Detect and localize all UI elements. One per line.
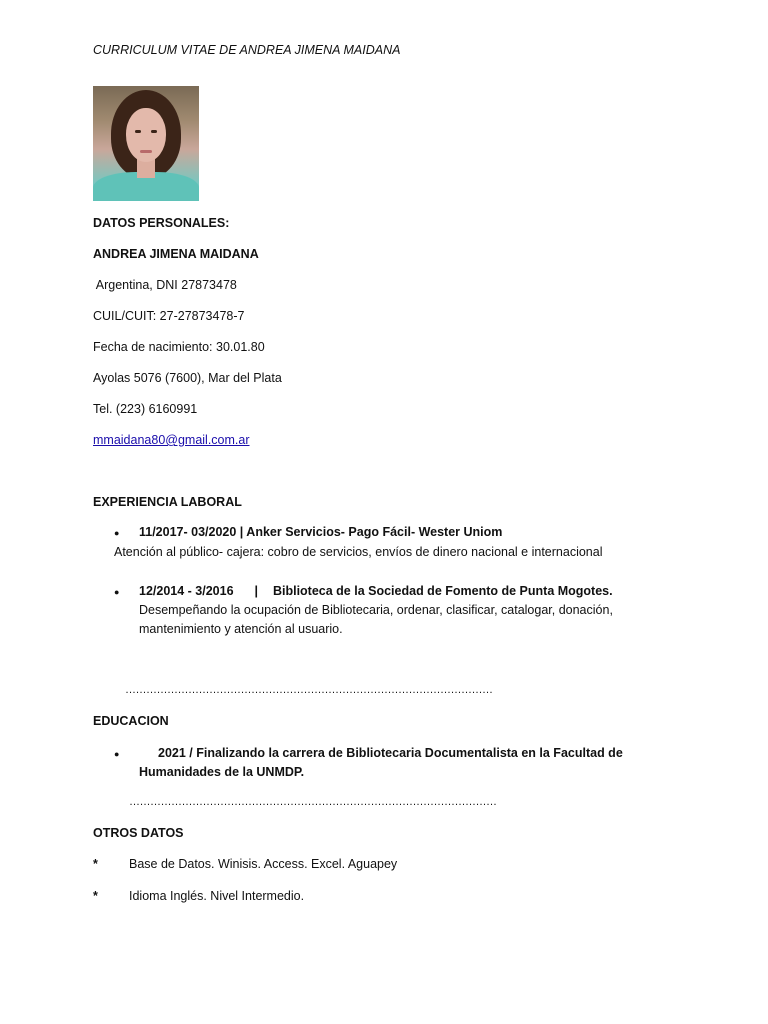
cuil-cuit: CUIL/CUIT: 27-27873478-7: [93, 309, 245, 323]
document-title: CURRICULUM VITAE DE ANDREA JIMENA MAIDANA: [93, 43, 401, 57]
education-text-1: Finalizando la carrera de Bibliotecaria Documentalista en la Facultad de: [196, 746, 623, 760]
email-link[interactable]: mmaidana80@gmail.com.ar: [93, 433, 250, 447]
experience-item-2-period: 12/2014 - 3/2016: [139, 584, 234, 598]
profile-photo: [93, 86, 199, 201]
experience-item-1-desc: Atención al público- cajera: cobro de servicios, envíos de dinero nacional e internacional: [114, 545, 603, 559]
asterisk-marker: *: [93, 857, 98, 871]
experience-item-2-desc-2: mantenimiento y atención al usuario.: [139, 622, 343, 636]
birth-date: Fecha de nacimiento: 30.01.80: [93, 340, 265, 354]
experience-item-1-head: 11/2017- 03/2020 | Anker Servicios- Pago Fácil- Wester Uniom: [139, 525, 503, 539]
education-item-1-line-1: [158, 744, 623, 763]
other-item-language: Idioma Inglés. Nivel Intermedio.: [129, 889, 305, 903]
phone: Tel. (223) 6160991: [93, 402, 198, 416]
section-separator: ……………………………………………………………………………………………: [125, 684, 493, 696]
experience-item-2-place: Biblioteca de la Sociedad de Fomento de Punta Mogotes.: [272, 584, 613, 598]
address: Ayolas 5076 (7600), Mar del Plata: [93, 371, 282, 385]
nationality-dni: Argentina, DNI 27873478: [93, 278, 237, 292]
education-item-1-line-2: Humanidades de la UNMDP.: [139, 765, 305, 779]
education-year: 2021 /: [158, 746, 193, 760]
other-item-databases: Base de Datos. Winisis. Access. Excel. Aguapey: [129, 857, 398, 871]
experience-item-2-desc-1: Desempeñando la ocupación de Bibliotecaria, ordenar, clasificar, catalogar, donación,: [139, 603, 613, 617]
experience-item-2-separator: |: [254, 584, 258, 598]
asterisk-marker: *: [93, 889, 98, 903]
experience-heading: EXPERIENCIA LABORAL: [93, 495, 242, 509]
section-separator: ……………………………………………………………………………………………: [129, 796, 497, 808]
other-heading: OTROS DATOS: [93, 826, 184, 840]
full-name: ANDREA JIMENA MAIDANA: [93, 247, 259, 261]
education-heading: EDUCACION: [93, 714, 169, 728]
bullet-icon: ●: [114, 587, 120, 597]
bullet-icon: ●: [114, 528, 120, 538]
experience-item-2-head: [139, 582, 613, 601]
personal-heading: DATOS PERSONALES:: [93, 216, 230, 230]
bullet-icon: ●: [114, 749, 120, 759]
